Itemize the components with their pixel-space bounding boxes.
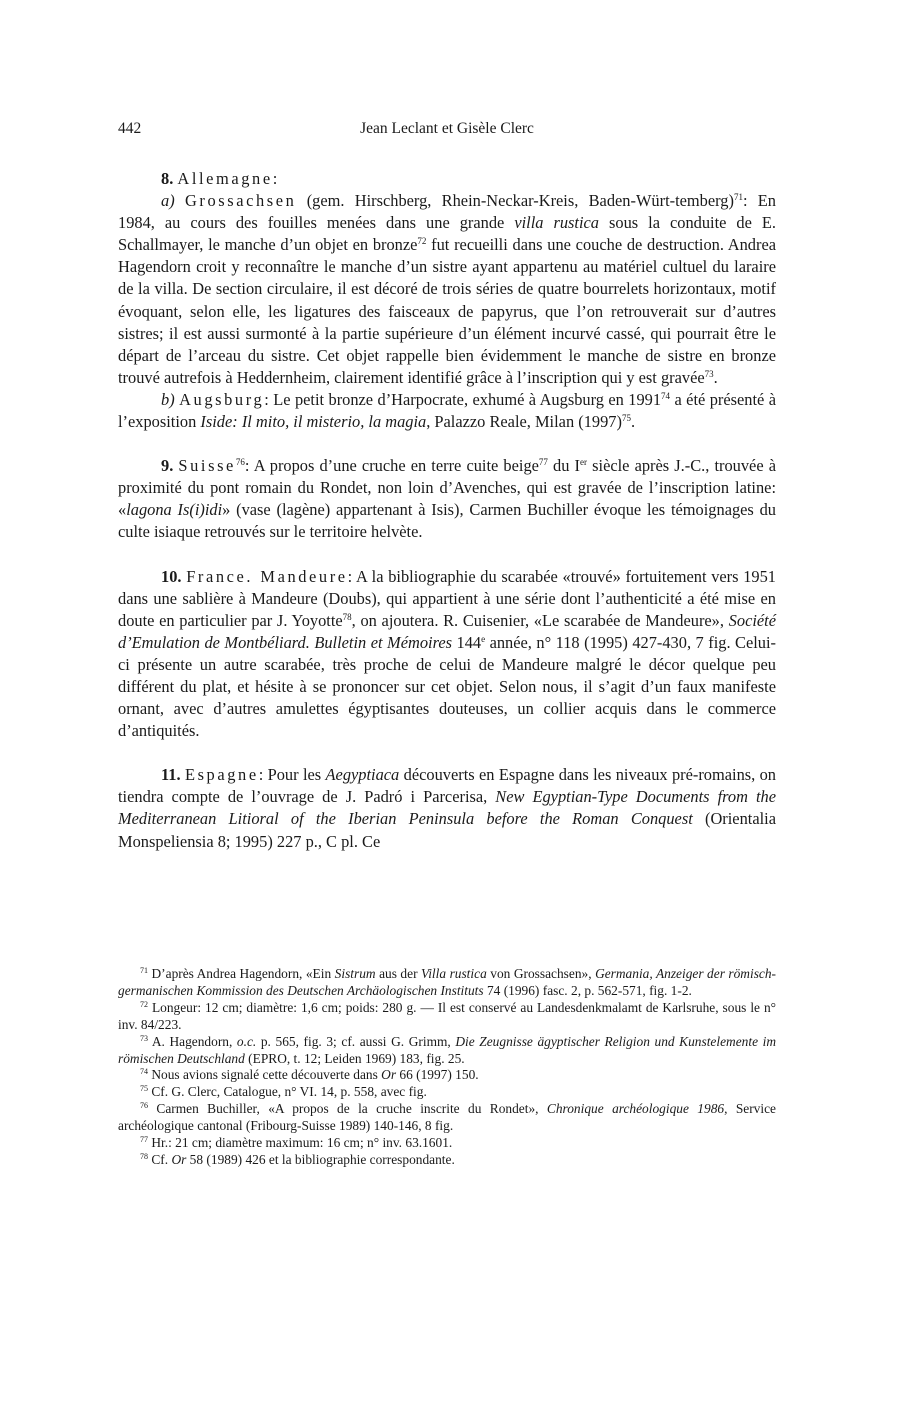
text-run: (Orientalia Monspeliensia 8; 1995) 227 p., C pl. Ce <box>118 809 776 851</box>
inscription: lagona Is(i)idi <box>126 500 223 520</box>
text-run: 144 <box>452 632 482 652</box>
footnote-ref[interactable]: 77 <box>538 457 548 468</box>
footnote-78 <box>118 1152 776 1169</box>
paragraph-france <box>118 566 776 743</box>
italic-run: Villa rustica <box>421 966 487 981</box>
section-heading-allemagne: 8. Allemagne: <box>161 169 278 188</box>
section-heading: France. Mandeure <box>186 566 348 586</box>
text-run: , on ajoutera. R. Cuisenier, «Le scarabée de Mandeure», <box>351 610 729 630</box>
text-run: du I <box>547 456 581 476</box>
exhibition-title: Iside: Il mito, il misterio, la magia <box>200 412 427 432</box>
section-heading: Suisse <box>178 456 236 476</box>
text-run: fut recueilli dans une couche de destruction. Andrea Hagendorn croit y reconnaître le manche d’un sistre ayant appartenu au matériel cultuel du laraire de la villa. De section circulaire, il est décoré de trois séries de quatre bourrelets horizontaux, motif évoquant, selon elle, les ligatures des faisceaux de papyrus, que l’on retrouverait sur d’autres sistres; il est aussi surmonté à la partie supérieure d’un élément incurvé cassé, qui pourrait être le départ de l’arceau du sistre. Cet objet rappelle bien évidemment le manche de sistre en bronze trouvé autrefois à Heddernheim, clairement identifié grâce à l’inscription qui y est gravée <box>118 235 777 387</box>
italic-run: Die Zeugnisse ägyptischer Religion und Kunstelemente im römischen Deutschland <box>118 1033 777 1066</box>
text-run: 58 (1989) 426 et la bibliographie correspondante. <box>186 1151 455 1167</box>
footnote-76 <box>118 1101 776 1135</box>
superscript: er <box>580 457 588 468</box>
text-run: A. Hagendorn, <box>148 1033 237 1049</box>
text-run: (gem. Hirschberg, Rhein-Neckar-Kreis, Baden-Würt-temberg) <box>306 191 734 211</box>
footnote-ref[interactable]: 73 <box>704 368 714 379</box>
footnote-mark: 78 <box>140 1151 148 1161</box>
text-run: 74 (1996) fasc. 2, p. 562-571, fig. 1-2. <box>483 982 692 998</box>
text-run: . <box>630 412 636 432</box>
text-run: Hr.: 21 cm; diamètre maximum: 16 cm; n° inv. 63.1601. <box>148 1135 453 1151</box>
footnotes <box>118 966 776 1169</box>
text-run: : Le petit bronze d’Harpocrate, exhumé à Augsburg en 1991 <box>264 389 662 409</box>
footnote-ref[interactable]: 75 <box>621 413 631 424</box>
text-run: D’après Andrea Hagendorn, «Ein <box>148 966 335 981</box>
text-run: : Pour les <box>258 765 326 785</box>
book-title: New Egyptian-Type Documents from the Mediterranean Litioral of the Iberian Peninsula before the Roman Conquest <box>118 787 776 829</box>
text-run: : En 1984, au cours des fouilles menées dans une grande <box>118 191 776 233</box>
text-run: siècle après J.-C., trouvée à proximité du pont romain du Rondet, non loin d’Avenches, qui est gravée de l’inscription latine: « <box>118 456 776 520</box>
italic-term: Aegyptiaca <box>325 765 400 785</box>
text-run: année, n° 118 (1995) 427-430, 7 fig. Celui-ci présente un autre scarabée, très proche de celui de Mandeure malgré le décor quelque peu différent du plat, et hésite à se prononcer sur cet objet. Selon nous, il s’agit d’un faux manifeste ornant, avec d’autres amulettes égyptisantes douteuses, un collier acquis dans le commerce d’antiquités. <box>118 632 777 741</box>
text-run: découverts en Espagne dans les niveaux pré-romains, on tiendra compte de l’ouvrage de J. Padró i Parcerisa, <box>118 765 776 807</box>
text-run: a été présenté à l’exposition <box>118 389 777 432</box>
italic-run: Germania, Anzeiger der römisch-germanischen Kommission des Deutschen Archäologischen Instituts <box>118 966 777 998</box>
paragraph-augsburg <box>118 389 776 433</box>
section-gap <box>118 544 776 566</box>
text-run: , Service archéologique cantonal (Fribourg-Suisse 1989) 140-146, 8 fig. <box>118 1101 776 1134</box>
footnote-ref[interactable]: 78 <box>342 611 352 622</box>
page-number: 442 <box>118 120 142 137</box>
section-heading: Allemagne <box>177 169 273 188</box>
text-run: p. 565, fig. 3; cf. aussi G. Grimm, <box>256 1033 456 1049</box>
text-run: » (vase (lagène) appartenant à Isis), Carmen Buchiller évoque les témoignages du culte isiaque retrouvés sur le territoire helvète. <box>118 500 776 542</box>
section-gap <box>118 742 776 764</box>
place-name: Augsburg <box>179 389 265 409</box>
footnote-mark: 73 <box>140 1033 148 1043</box>
footnote-74 <box>118 1067 776 1084</box>
section-number: 11. <box>161 765 181 785</box>
footnote-mark: 75 <box>140 1084 148 1094</box>
paragraph-grossachsen <box>118 190 776 389</box>
paragraph-suisse <box>118 455 776 543</box>
footnote-ref[interactable]: 74 <box>661 390 671 401</box>
section-number: 8. <box>161 169 174 188</box>
text-run: . <box>713 367 718 387</box>
superscript: e <box>481 633 486 644</box>
text-run: (EPRO, t. 12; Leiden 1969) 183, fig. 25. <box>244 1050 465 1066</box>
italic-run: Or <box>381 1067 397 1083</box>
italic-run: o.c. <box>236 1033 257 1049</box>
footnote-75 <box>118 1084 776 1101</box>
text-run: 66 (1997) 150. <box>396 1067 479 1083</box>
text-run: aus der <box>375 966 422 981</box>
text-run: sous la conduite de E. Schallmayer, le manche d’un objet en bronze <box>118 213 776 255</box>
section-gap <box>118 433 776 455</box>
text-run: Carmen Buchiller, «A propos de la cruche inscrite du Rondet», <box>148 1101 547 1117</box>
footnote-mark: 76 <box>140 1101 148 1111</box>
journal-title: Société d’Emulation de Montbéliard. Bulletin et Mémoires <box>118 610 776 652</box>
footnote-73 <box>118 1034 776 1068</box>
section-number: 10. <box>161 566 182 586</box>
footnote-ref[interactable]: 72 <box>417 236 427 247</box>
footnote-72 <box>118 1000 776 1034</box>
place-name: Grossachsen <box>184 191 297 211</box>
text-run: von Grossachsen», <box>486 966 596 981</box>
text-run: : A la bibliographie du scarabée «trouvé» fortuitement vers 1951 dans une sablière à Mandeure (Doubs), qui appartient à une série dont l’authenticité a été mise en doute en particulier par J. Yoyotte <box>118 566 776 630</box>
paragraph-espagne <box>118 764 776 852</box>
footnote-mark: 74 <box>140 1067 148 1077</box>
italic-run: Chronique archéologique 1986 <box>546 1101 725 1117</box>
subsection-label: a) <box>161 191 175 211</box>
italic-term: villa rustica <box>514 213 599 233</box>
subsection-label: b) <box>161 389 175 409</box>
text-run: , Palazzo Reale, Milan (1997) <box>426 412 622 432</box>
section-number: 9. <box>161 456 174 476</box>
italic-run: Sistrum <box>334 966 376 981</box>
text-run: Cf. G. Clerc, Catalogue, n° VI. 14, p. 558, avec fig. <box>148 1084 427 1100</box>
footnote-mark: 71 <box>140 966 148 975</box>
section-heading: Espagne <box>184 765 259 785</box>
footnote-mark: 72 <box>140 999 148 1009</box>
running-title: Jean Leclant et Gisèle Clerc <box>360 120 534 137</box>
text-run: Cf. <box>148 1151 172 1167</box>
main-text <box>118 168 776 853</box>
footnote-mark: 77 <box>140 1135 148 1145</box>
text-run: : A propos d’une cruche en terre cuite beige <box>244 456 539 476</box>
text-run: Longeur: 12 cm; diamètre: 1,6 cm; poids: 280 g. — Il est conservé au Landesdenkmalamt de Karlsruhe, sous le n° inv. 84/223. <box>118 999 776 1032</box>
footnote-ref[interactable]: 71 <box>733 192 743 203</box>
text-run: Nous avions signalé cette découverte dans <box>148 1067 382 1083</box>
italic-run: Or <box>171 1151 187 1167</box>
running-head <box>118 120 776 142</box>
footnote-ref[interactable]: 76 <box>235 457 245 468</box>
footnote-77 <box>118 1135 776 1152</box>
footnote-71 <box>118 966 776 1000</box>
